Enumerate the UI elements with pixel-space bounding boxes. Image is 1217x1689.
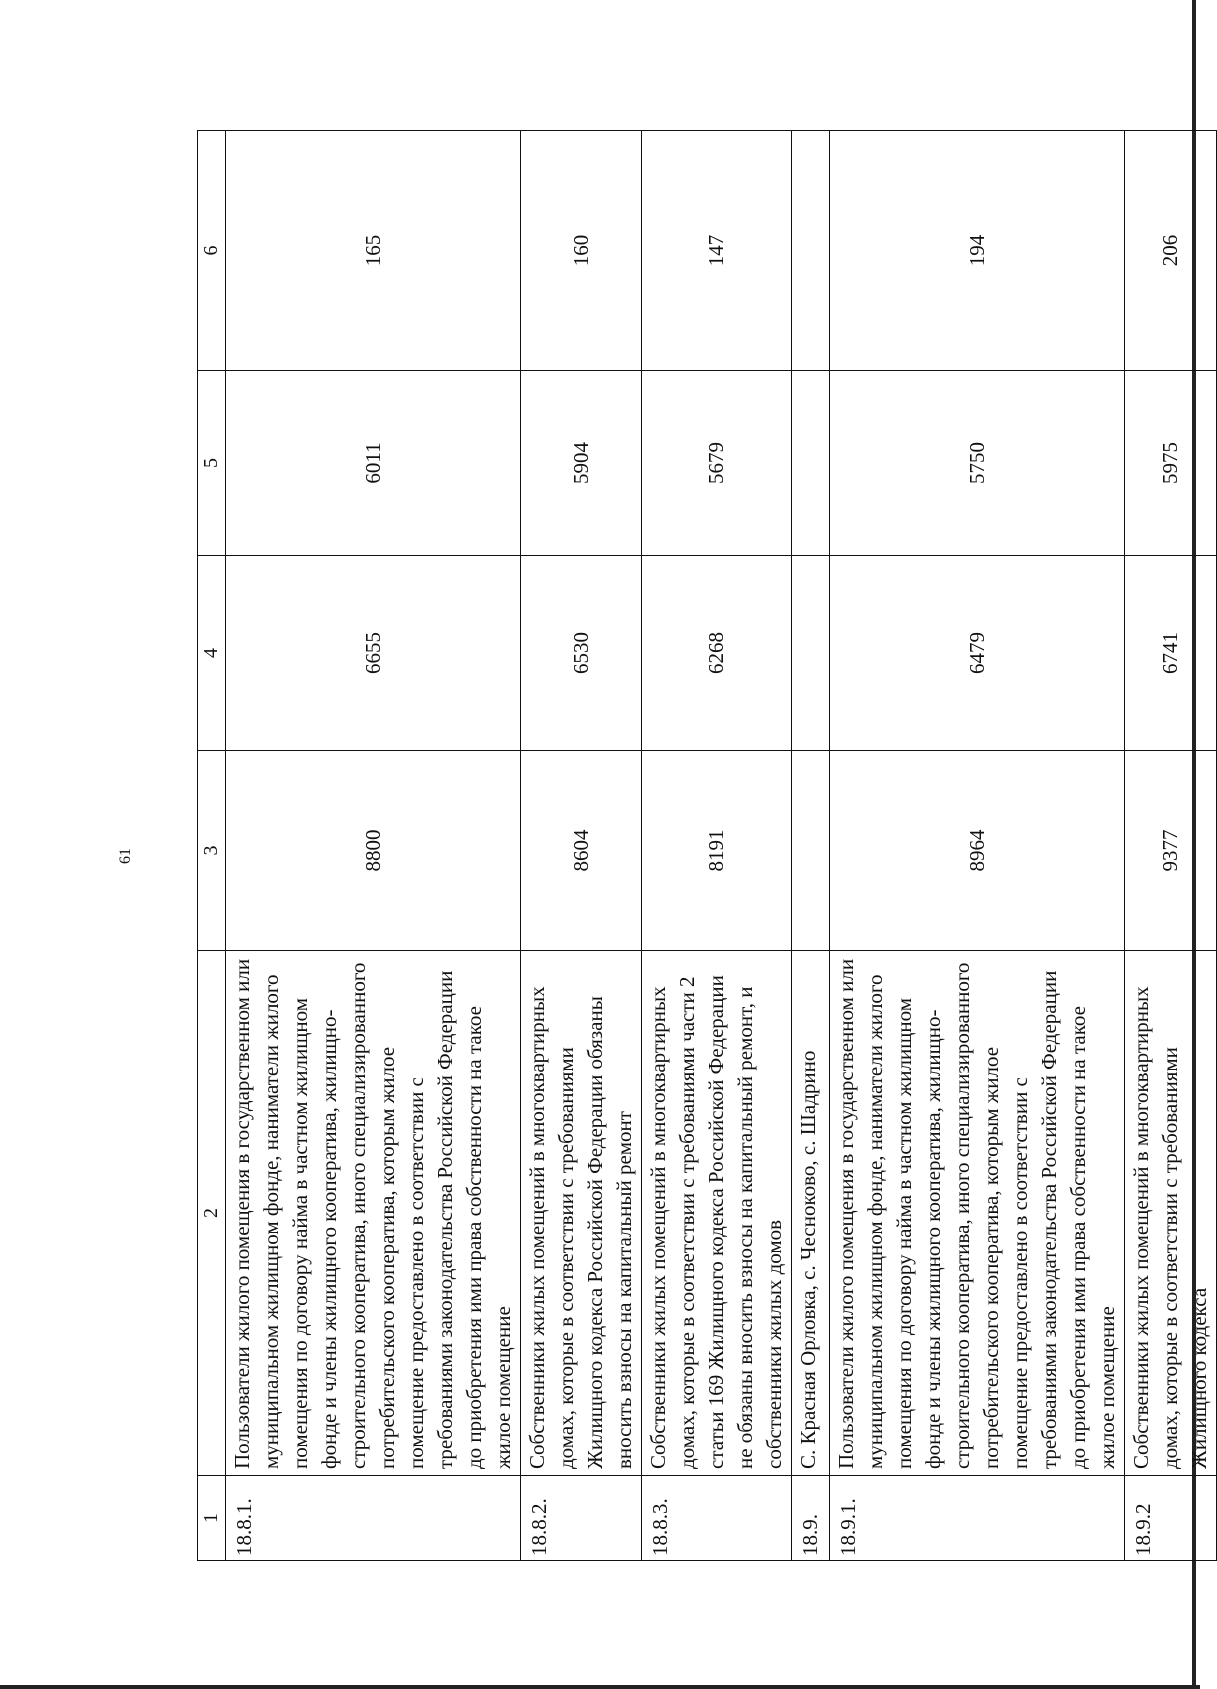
value-col6: 160 xyxy=(521,131,642,371)
value-col5: 5750 xyxy=(830,371,1125,556)
value-col6: 194 xyxy=(830,131,1125,371)
value-col3: 8191 xyxy=(642,751,792,951)
value-col4: 6655 xyxy=(226,556,521,751)
header-cell: 6 xyxy=(198,131,226,371)
row-description: С. Красная Орловка, с. Чесноково, с. Шадрино xyxy=(792,951,830,1476)
row-code: 18.8.2. xyxy=(521,1476,642,1561)
value-col3: 8604 xyxy=(521,751,642,951)
value-col4: 6479 xyxy=(830,556,1125,751)
header-cell: 5 xyxy=(198,371,226,556)
header-row xyxy=(198,131,226,1561)
value-col4: 6741 xyxy=(1125,556,1217,751)
table-row xyxy=(1125,131,1217,1561)
table-row xyxy=(830,131,1125,1561)
table-row xyxy=(226,131,521,1561)
tariff-table xyxy=(197,130,1217,1561)
row-code: 18.8.1. xyxy=(226,1476,521,1561)
rotated-table-container xyxy=(197,131,1211,1561)
row-description: Собственники жилых помещений в многоквартирных домах, которые в соответствии с требованиями Жилищного кодекса Российской Федерации обязаны вносить взносы на капитальный ремонт xyxy=(521,951,642,1476)
header-cell: 2 xyxy=(198,951,226,1476)
row-code: 18.9.2 xyxy=(1125,1476,1217,1561)
value-col6: 206 xyxy=(1125,131,1217,371)
table-row xyxy=(792,131,830,1561)
value-col6 xyxy=(792,131,830,371)
row-description: Собственники жилых помещений в многоквартирных домах, которые в соответствии с требованиями части 2 статьи 169 Жилищного кодекса Российской Федерации не обязаны вносить взносы на капитальный ремонт, и собственники жилых домов xyxy=(642,951,792,1476)
row-description: Пользователи жилого помещения в государственном или муниципальном жилищном фонде, наниматели жилого помещения по договору найма в частном жилищном фонде и члены жилищного кооператива, жилищно-строительного кооператива, иного специализированного потребительского кооператива, которым жилое помещение предоставлено в соответствии с требованиями законодательства Российской Федерации до приобретения ими права собственности на такое жилое помещение xyxy=(226,951,521,1476)
header-cell: 4 xyxy=(198,556,226,751)
value-col3: 8800 xyxy=(226,751,521,951)
scan-edge-bottom xyxy=(0,1685,1200,1689)
value-col5: 5679 xyxy=(642,371,792,556)
value-col6: 165 xyxy=(226,131,521,371)
header-cell: 3 xyxy=(198,751,226,951)
value-col4 xyxy=(792,556,830,751)
value-col5 xyxy=(792,371,830,556)
table-row xyxy=(521,131,642,1561)
table-row xyxy=(642,131,792,1561)
row-code: 18.8.3. xyxy=(642,1476,792,1561)
row-code: 18.9. xyxy=(792,1476,830,1561)
value-col4: 6530 xyxy=(521,556,642,751)
value-col3: 8964 xyxy=(830,751,1125,951)
row-description: Собственники жилых помещений в многоквартирных домах, которые в соответствии с требованиями Жилищного кодекса xyxy=(1125,951,1217,1476)
page-number: 61 xyxy=(117,848,134,864)
value-col5: 5975 xyxy=(1125,371,1217,556)
value-col5: 6011 xyxy=(226,371,521,556)
row-code: 18.9.1. xyxy=(830,1476,1125,1561)
value-col3 xyxy=(792,751,830,951)
value-col3: 9377 xyxy=(1125,751,1217,951)
value-col6: 147 xyxy=(642,131,792,371)
value-col4: 6268 xyxy=(642,556,792,751)
value-col5: 5904 xyxy=(521,371,642,556)
header-cell: 1 xyxy=(198,1476,226,1561)
row-description: Пользователи жилого помещения в государственном или муниципальном жилищном фонде, наниматели жилого помещения по договору найма в частном жилищном фонде и члены жилищного кооператива, жилищно-строительного кооператива, иного специализированного потребительского кооператива, которым жилое помещение предоставлено в соответствии с требованиями законодательства Российской Федерации до приобретения ими права собственности на такое жилое помещение xyxy=(830,951,1125,1476)
